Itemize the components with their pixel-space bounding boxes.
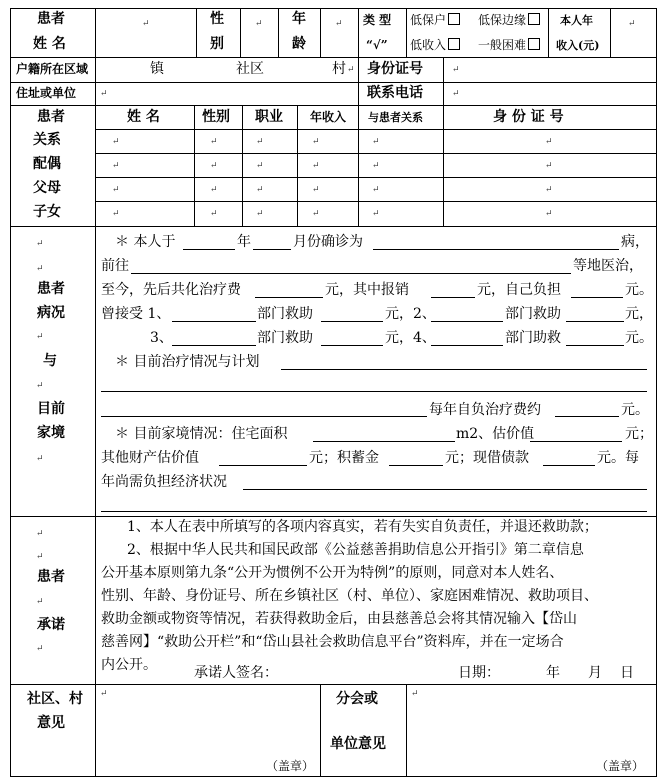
condition-text: 元。每 (597, 450, 639, 466)
return-mark: ↵ (347, 65, 355, 75)
date-day: 日 (620, 665, 634, 681)
condition-text: m2、估价值 (456, 426, 535, 442)
condition-text: 元，4、 (385, 330, 436, 346)
promise-item-2: 2、根据中华人民共和国民政部《公益慈善捐助信息公开指引》第二章信息 (127, 542, 584, 558)
blank-field[interactable] (543, 465, 595, 466)
date-label: 日期： (458, 665, 500, 681)
blank-field[interactable] (172, 345, 256, 346)
blank-field[interactable] (566, 345, 624, 346)
household-area-label: 户籍所在区域 (16, 62, 89, 76)
checkbox[interactable] (528, 13, 540, 25)
condition-text: 元，自己负担 (477, 282, 561, 298)
blank-field[interactable] (389, 465, 443, 466)
blank-field[interactable] (431, 297, 475, 298)
grid-line (406, 684, 407, 777)
condition-text: 至今，先后共化治疗费 (101, 282, 241, 298)
gender-label-1: 性 (210, 11, 224, 27)
table-border-top (10, 8, 657, 9)
type-option-label: 一般困难 (478, 38, 527, 52)
blank-field[interactable] (255, 297, 323, 298)
promise-item-2-cont: 性别、年龄、身份证号、所在乡镇社区（村、单位）、家庭困难情况、救助项目、 (101, 588, 598, 604)
phone-label: 联系电话 (367, 85, 423, 101)
col-gender-header: 性别 (202, 109, 230, 125)
return-mark: ↵ (628, 19, 636, 29)
type-option-low-income[interactable] (410, 38, 460, 51)
blank-field[interactable] (321, 345, 383, 346)
village-label: 村 (332, 61, 346, 77)
grid-line (548, 8, 549, 58)
condition-text: ＊ 目前家境情况：住宅面积 (115, 426, 288, 442)
application-form: 患者 姓 名 ↵ 性 别 ↵ 年 龄 ↵ 类 型 “√” 低保户 低保边缘 低收入 一般困难 本人年 收入(元) ↵ 户籍所在区域 镇 社区 村 ↵ 身份证号 ↵ 住址或单位 ↵ 联系电话 ↵ 患者 关系 配偶 父母 子女 姓 名 性别 职业 年收入 与患者关系 身 份 证 号 ↵ ↵ ↵ ↵ ↵ ↵ ↵ ↵ ↵ ↵ ↵ ↵ ↵ ↵ ↵ ↵ ↵ ↵ ↵ ↵ ↵ ↵ ↵ ↵ ↵ ↵ 患者 病况 ↵ 与 ↵ 目前 家境 ↵ ＊ 本人于 年 月份确诊为 病， 前往 等地医治， 至今，先后共化治疗费 元，其中报销 元，自己负担 元。 曾接受 1、 部门救助 元，2、 部门救助 元， 3、 部门救助 元，4、 部门助救 元。 ＊ 目前治疗情况与计划 每年自负治疗费约 元。 ＊ 目前家境情况：住宅面积 m2、估价值 元； 其他财产估价值 元；积蓄金 元；现借债款 元。每 年尚需负担经济状况 ↵ ↵ 患者 ↵ 承诺 ↵ 1、本人在表中所填写的各项内容真实，若有失实自负责任，并退还救助款； 2、根据中华人民共和国民政部《公益慈善捐助信息公开指引》第二章信息 公开基本原则第九条“公开为惯例不公开为特例”的原则，同意对本人姓名、 性别、年龄、身份证号、所在乡镇社区（村、单位）、家庭困难情况、救助项目、 承诺人签名： 日期： 年 月 日 社区、村 意见 ↵ （盖章） 分会或 单位意见 ↵ （盖章） 救助金额或物资等情况，若获得救助金后，由县慈善总会将其情况输入【岱山 慈善网】“救助公开栏”和“岱山县社会救助信息平台”资料库，并在一定场合 内公开。 (0, 0, 667, 784)
grid-line (358, 57, 359, 106)
grid-line (10, 516, 657, 517)
grid-line (443, 57, 444, 106)
type-option-label: 低保边缘 (478, 13, 527, 27)
col-id-header: 身 份 证 号 (493, 109, 564, 125)
return-mark: ↵ (335, 19, 343, 29)
annual-income-label-1: 本人年 (560, 14, 593, 27)
condition-text: 元，2、 (385, 306, 436, 322)
gender-label-2: 别 (210, 36, 224, 52)
return-mark: ↵ (255, 19, 263, 29)
grid-line (10, 57, 657, 58)
seal-left: （盖章） (266, 759, 315, 773)
blank-field[interactable] (101, 416, 427, 417)
grid-line (242, 105, 243, 227)
blank-field[interactable] (571, 297, 623, 298)
date-month: 月 (588, 665, 602, 681)
promise-item-2-cont: 内公开。 (101, 657, 157, 673)
family-side-label: 患者 (37, 109, 65, 125)
type-label-1: 类 型 (363, 13, 392, 27)
age-label-2: 龄 (292, 36, 306, 52)
signer-label: 承诺人签名： (194, 665, 278, 681)
condition-text: 元； (625, 426, 653, 442)
family-side-label: 关系 (33, 132, 61, 148)
grid-line (10, 82, 657, 83)
condition-text: 年 (237, 234, 251, 250)
promise-item-2-cont: 救助金额或物资等情况，若获得救助金后，由县慈善总会将其情况输入【岱山 (101, 611, 577, 627)
grid-line (278, 8, 279, 58)
family-side-label: 父母 (33, 180, 61, 196)
blank-field[interactable] (373, 249, 619, 250)
grid-line (358, 8, 359, 58)
col-relation-header: 与患者关系 (368, 111, 423, 124)
condition-side-label: 目前 (37, 401, 65, 417)
table-border-left (10, 8, 11, 777)
condition-text: 3、 (150, 330, 173, 346)
condition-text: 等地医治， (573, 258, 643, 274)
promise-side-label: 承诺 (37, 617, 65, 633)
annual-income-label-2: 收入(元) (556, 39, 600, 52)
return-mark: ↵ (452, 89, 460, 99)
type-option-dibao-edge[interactable] (478, 13, 540, 26)
grid-line (406, 8, 407, 58)
condition-text: 病， (621, 234, 649, 250)
condition-text: 部门救助 (257, 306, 313, 322)
grid-line (10, 684, 657, 685)
family-side-label: 子女 (33, 204, 61, 220)
condition-text: ＊ 本人于 (115, 234, 176, 250)
grid-line (95, 201, 657, 202)
blank-field[interactable] (431, 345, 503, 346)
condition-text: ＊ 目前治疗情况与计划 (115, 354, 260, 370)
promise-item-1: 1、本人在表中所填写的各项内容真实，若有失实自负责任，并退还救助款； (127, 519, 598, 535)
blank-field[interactable] (313, 441, 455, 442)
type-label-2: “√” (366, 38, 388, 52)
condition-text: 元。 (621, 402, 649, 418)
grid-line (443, 105, 444, 227)
checkbox[interactable] (448, 13, 460, 25)
town-label: 镇 (150, 61, 164, 77)
blank-field[interactable] (183, 249, 235, 250)
grid-line (196, 8, 197, 58)
col-income-header: 年收入 (310, 110, 347, 124)
condition-text: 曾接受 1、 (101, 306, 171, 322)
community-opinion-label-1: 社区、村 (27, 691, 83, 707)
address-label: 住址或单位 (16, 86, 77, 100)
condition-text: 部门救助 (505, 306, 561, 322)
blank-field[interactable] (566, 321, 624, 322)
grid-line (320, 8, 321, 58)
age-label-1: 年 (292, 11, 306, 27)
seal-right: （盖章） (596, 759, 645, 773)
type-option-label: 低保户 (410, 13, 447, 27)
blank-field[interactable] (172, 321, 256, 322)
community-opinion-label-2: 意见 (37, 715, 65, 731)
condition-text: 月份确诊为 (293, 234, 363, 250)
blank-field[interactable] (281, 369, 647, 370)
grid-line (10, 226, 657, 227)
col-name-header: 姓 名 (127, 109, 160, 125)
id-number-label: 身份证号 (367, 61, 423, 77)
condition-text: 元；积蓄金 (309, 450, 379, 466)
type-option-general-difficulty[interactable] (478, 38, 540, 51)
condition-side-label: 家境 (37, 425, 65, 441)
return-mark: ↵ (142, 19, 150, 29)
patient-name-label-2: 姓 名 (33, 36, 66, 52)
table-border-right (656, 8, 657, 777)
type-option-label: 低收入 (410, 38, 447, 52)
condition-text: 元， (625, 306, 653, 322)
table-border-bottom (10, 776, 657, 777)
grid-line (297, 105, 298, 227)
grid-line (10, 105, 657, 106)
blank-field[interactable] (219, 465, 307, 466)
blank-field[interactable] (253, 249, 291, 250)
blank-field[interactable] (243, 489, 647, 490)
checkbox[interactable] (528, 38, 540, 50)
condition-text: 元，其中报销 (325, 282, 409, 298)
return-mark: ↵ (452, 65, 460, 75)
community-label: 社区 (236, 61, 264, 77)
condition-text: 前往 (101, 258, 129, 274)
grid-line (95, 8, 96, 777)
condition-text: 每年自负治疗费约 (429, 402, 541, 418)
condition-text: 年尚需负担经济状况 (101, 474, 227, 490)
condition-side-label: 患者 (37, 281, 65, 297)
promise-item-2-cont: 慈善网】“救助公开栏”和“岱山县社会救助信息平台”资料库，并在一定场合 (101, 634, 564, 650)
blank-field[interactable] (530, 441, 622, 442)
patient-name-label-1: 患者 (37, 11, 65, 27)
condition-text: 元；现借债款 (445, 450, 529, 466)
blank-field[interactable] (555, 416, 619, 417)
blank-field[interactable] (321, 321, 383, 322)
blank-field[interactable] (101, 511, 647, 512)
blank-field[interactable] (431, 321, 503, 322)
checkbox[interactable] (448, 38, 460, 50)
condition-text: 元。 (625, 330, 653, 346)
grid-line (194, 105, 195, 227)
grid-line (358, 105, 359, 227)
blank-field[interactable] (131, 273, 571, 274)
condition-text: 元。 (625, 282, 653, 298)
promise-item-2-cont: 公开基本原则第九条“公开为惯例不公开为特例”的原则，同意对本人姓名、 (101, 565, 564, 581)
condition-side-label: 与 (43, 353, 57, 369)
branch-opinion-label-2: 单位意见 (330, 736, 386, 752)
grid-line (320, 684, 321, 777)
condition-text: 部门助救 (505, 330, 561, 346)
grid-line (95, 177, 657, 178)
date-year: 年 (546, 665, 560, 681)
grid-line (95, 153, 657, 154)
condition-text: 其他财产估价值 (101, 450, 199, 466)
return-mark: ↵ (100, 89, 108, 99)
col-job-header: 职业 (255, 109, 283, 125)
condition-text: 部门救助 (257, 330, 313, 346)
condition-side-label: 病况 (37, 305, 65, 321)
grid-line (240, 8, 241, 58)
type-option-dibaohu[interactable] (410, 13, 460, 26)
grid-line (95, 129, 657, 130)
blank-field[interactable] (101, 391, 647, 392)
family-side-label: 配偶 (33, 156, 61, 172)
branch-opinion-label-1: 分会或 (336, 691, 378, 707)
promise-side-label: 患者 (37, 569, 65, 585)
grid-line (610, 8, 611, 58)
